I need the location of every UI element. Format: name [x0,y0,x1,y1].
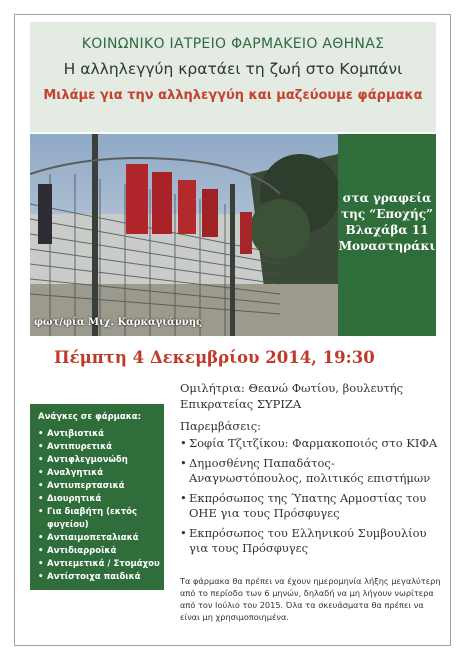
flyer-header [30,22,436,132]
list-item: • Εκπρόσωπος του Ελληνικού Συμβουλίου για τους Πρόσφυγες [180,526,427,555]
venue-box [338,134,436,336]
list-item: • Αντιυπερτασικά [38,481,125,491]
organization-name: ΚΟΙΝΩΝΙΚΟ ΙΑΤΡΕΙΟ ΦΑΡΜΑΚΕΙΟ ΑΘΗΝΑΣ [81,36,385,52]
venue-line-4: Μοναστηράκι [338,239,436,253]
speakers-section [180,380,442,561]
list-item: • Αντιβιοτικά [38,429,104,439]
participants-label: Παρεμβάσεις: [180,419,262,433]
list-item: • Αντιδιαρροϊκά [38,546,117,556]
photo-credit: φωτ/φία Μιχ. Καρκαγιάννης [34,317,203,328]
list-item: • Αναλγητικά [38,468,104,478]
list-item: • Διουρητικά [38,494,102,504]
needs-list [38,428,160,584]
list-item: • Εκπρόσωπος της Ύπατης Αρμοστίας του ΟΗΕ για τους Πρόσφυγες [180,491,427,520]
participants-list [180,436,442,556]
list-item: • Αντίστοιχα παιδικά [38,572,141,582]
list-item: • Αντιεμετικά / Στομάχου [38,559,160,569]
list-item: • Αντιαιμοπεταλιακά [38,533,139,543]
venue-line-3: Βλαχάβα 11 [345,223,429,237]
main-speaker-role: Επικρατείας ΣΥΡΙΖΑ [180,397,302,411]
venue-line-1: στα γραφεία [342,191,432,205]
list-item: • Αντιφλεγμονώδη [38,455,128,465]
expiry-note: Τα φάρμακα θα πρέπει να έχουν ημερομηνία λήξης μεγαλύτερη από το περίοδο των 6 μηνών, δηλαδή να μη λήγουν νωρίτερα από τον Ιούλιο του 2015. Όλα τα σκευάσματα θα πρέπει να είναι μη χρησιμοποιημένα. [180,576,441,622]
list-item: • Δημοσθένης Παπαδάτος-Αναγνωστόπουλος, πολιτικός επιστήμων [180,456,431,485]
flyer-subtitle: Μιλάμε για την αλληλεγγύη και μαζεύουμε φάρμακα [43,88,423,103]
medicine-needs-box [30,404,164,590]
list-item: • Σοφία Τζιτζίκου: Φαρμακοποιός στο ΚΙΦΑ [180,436,438,450]
needs-title: Ανάγκες σε φάρμακα: [38,412,142,422]
list-item: • Αντιπυρετικά [38,442,112,452]
border-fence-photo [30,134,338,336]
event-photo [30,134,338,336]
venue-line-2: της “Εποχής” [341,207,433,221]
list-item: φυγείου) [47,520,89,530]
list-item: • Για διαβήτη (εκτός [38,507,138,517]
flyer-title: Η αλληλεγγύη κρατάει τη ζωή στο Κομπάνι [63,60,403,78]
event-date: Πέμπτη 4 Δεκεμβρίου 2014, 19:30 [54,348,375,367]
main-speaker: Ομιλήτρια: Θεανώ Φωτίου, βουλευτής [180,381,404,395]
